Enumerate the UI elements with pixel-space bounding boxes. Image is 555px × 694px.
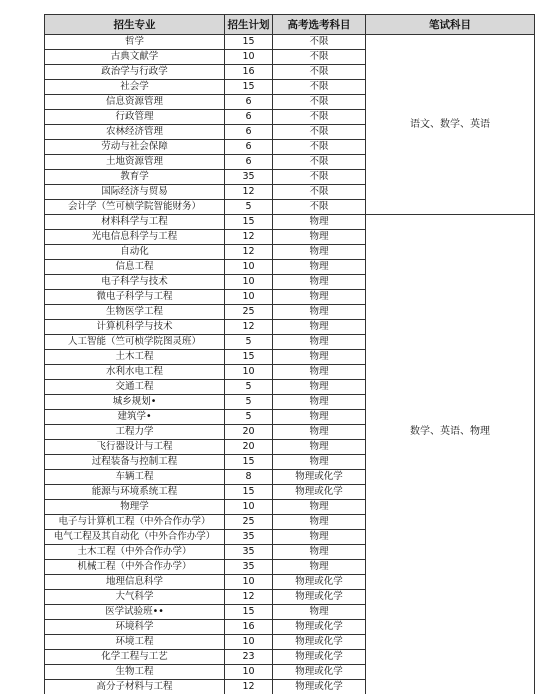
elective-cell: 不限 <box>273 80 366 95</box>
elective-cell: 物理 <box>273 410 366 425</box>
elective-cell: 物理 <box>273 425 366 440</box>
plan-cell: 5 <box>225 200 273 215</box>
elective-cell: 物理 <box>273 560 366 575</box>
major-cell: 电子科学与技术 <box>45 275 225 290</box>
plan-cell: 35 <box>225 170 273 185</box>
major-cell: 土木工程（中外合作办学） <box>45 545 225 560</box>
elective-cell: 物理 <box>273 455 366 470</box>
elective-cell: 物理或化学 <box>273 590 366 605</box>
elective-cell: 物理 <box>273 290 366 305</box>
major-cell: 能源与环境系统工程 <box>45 485 225 500</box>
table-body <box>45 35 535 694</box>
plan-cell: 6 <box>225 155 273 170</box>
plan-cell: 10 <box>225 275 273 290</box>
elective-cell: 物理 <box>273 245 366 260</box>
plan-cell: 15 <box>225 35 273 50</box>
major-cell: 飞行器设计与工程 <box>45 440 225 455</box>
major-cell: 水利水电工程 <box>45 365 225 380</box>
plan-cell: 10 <box>225 665 273 680</box>
plan-cell: 5 <box>225 335 273 350</box>
major-cell: 自动化 <box>45 245 225 260</box>
elective-cell: 物理或化学 <box>273 680 366 694</box>
plan-cell: 16 <box>225 65 273 80</box>
major-cell: 电子与计算机工程（中外合作办学） <box>45 515 225 530</box>
major-cell: 古典文献学 <box>45 50 225 65</box>
major-cell: 建筑学• <box>45 410 225 425</box>
major-cell: 人工智能（竺可桢学院图灵班） <box>45 335 225 350</box>
major-cell: 材料科学与工程 <box>45 215 225 230</box>
elective-cell: 物理或化学 <box>273 635 366 650</box>
major-cell: 大气科学 <box>45 590 225 605</box>
plan-cell: 25 <box>225 515 273 530</box>
major-cell: 社会学 <box>45 80 225 95</box>
plan-cell: 15 <box>225 215 273 230</box>
elective-cell: 物理 <box>273 320 366 335</box>
plan-cell: 20 <box>225 425 273 440</box>
plan-cell: 10 <box>225 290 273 305</box>
table-row <box>45 215 535 230</box>
major-cell: 信息资源管理 <box>45 95 225 110</box>
elective-cell: 不限 <box>273 35 366 50</box>
major-cell: 地理信息科学 <box>45 575 225 590</box>
plan-cell: 5 <box>225 410 273 425</box>
plan-cell: 12 <box>225 245 273 260</box>
plan-cell: 6 <box>225 140 273 155</box>
elective-cell: 物理或化学 <box>273 575 366 590</box>
elective-cell: 物理或化学 <box>273 650 366 665</box>
elective-cell: 物理 <box>273 395 366 410</box>
elective-cell: 不限 <box>273 50 366 65</box>
plan-cell: 35 <box>225 530 273 545</box>
major-cell: 国际经济与贸易 <box>45 185 225 200</box>
major-cell: 工程力学 <box>45 425 225 440</box>
header-major: 招生专业 <box>45 15 225 35</box>
elective-cell: 不限 <box>273 155 366 170</box>
exam-subjects-cell <box>366 650 535 694</box>
plan-cell: 5 <box>225 395 273 410</box>
plan-cell: 15 <box>225 605 273 620</box>
major-cell: 物理学 <box>45 500 225 515</box>
major-cell: 化学工程与工艺 <box>45 650 225 665</box>
exam-subjects-cell: 数学、英语、物理 <box>366 215 535 650</box>
plan-cell: 15 <box>225 455 273 470</box>
major-cell: 生物工程 <box>45 665 225 680</box>
plan-cell: 10 <box>225 635 273 650</box>
plan-cell: 10 <box>225 50 273 65</box>
major-cell: 光电信息科学与工程 <box>45 230 225 245</box>
elective-cell: 物理 <box>273 380 366 395</box>
header-exam: 笔试科目 <box>366 15 535 35</box>
table-row <box>45 650 535 665</box>
plan-cell: 10 <box>225 575 273 590</box>
major-cell: 哲学 <box>45 35 225 50</box>
elective-cell: 物理 <box>273 500 366 515</box>
plan-cell: 25 <box>225 305 273 320</box>
major-cell: 劳动与社会保障 <box>45 140 225 155</box>
elective-cell: 不限 <box>273 170 366 185</box>
major-cell: 城乡规划• <box>45 395 225 410</box>
elective-cell: 不限 <box>273 200 366 215</box>
plan-cell: 12 <box>225 230 273 245</box>
major-cell: 电气工程及其自动化（中外合作办学） <box>45 530 225 545</box>
plan-cell: 35 <box>225 545 273 560</box>
elective-cell: 物理 <box>273 335 366 350</box>
plan-cell: 23 <box>225 650 273 665</box>
major-cell: 会计学（竺可桢学院智能财务） <box>45 200 225 215</box>
plan-cell: 15 <box>225 350 273 365</box>
plan-cell: 10 <box>225 500 273 515</box>
elective-cell: 不限 <box>273 125 366 140</box>
major-cell: 教育学 <box>45 170 225 185</box>
elective-cell: 物理 <box>273 530 366 545</box>
plan-cell: 35 <box>225 560 273 575</box>
elective-cell: 不限 <box>273 140 366 155</box>
major-cell: 医学试验班•• <box>45 605 225 620</box>
elective-cell: 物理或化学 <box>273 620 366 635</box>
major-cell: 微电子科学与工程 <box>45 290 225 305</box>
elective-cell: 物理 <box>273 545 366 560</box>
elective-cell: 物理或化学 <box>273 665 366 680</box>
major-cell: 交通工程 <box>45 380 225 395</box>
elective-cell: 物理 <box>273 275 366 290</box>
major-cell: 高分子材料与工程 <box>45 680 225 694</box>
plan-cell: 6 <box>225 110 273 125</box>
major-cell: 土地资源管理 <box>45 155 225 170</box>
elective-cell: 物理 <box>273 350 366 365</box>
plan-cell: 12 <box>225 590 273 605</box>
major-cell: 政治学与行政学 <box>45 65 225 80</box>
elective-cell: 不限 <box>273 185 366 200</box>
major-cell: 机械工程（中外合作办学） <box>45 560 225 575</box>
exam-subjects-cell: 语文、数学、英语 <box>366 35 535 215</box>
elective-cell: 物理或化学 <box>273 485 366 500</box>
elective-cell: 不限 <box>273 110 366 125</box>
header-plan: 招生计划 <box>225 15 273 35</box>
elective-cell: 物理 <box>273 260 366 275</box>
elective-cell: 物理 <box>273 440 366 455</box>
major-cell: 信息工程 <box>45 260 225 275</box>
plan-cell: 12 <box>225 680 273 694</box>
elective-cell: 物理或化学 <box>273 470 366 485</box>
elective-cell: 不限 <box>273 65 366 80</box>
plan-cell: 6 <box>225 95 273 110</box>
plan-cell: 16 <box>225 620 273 635</box>
header-elective: 高考选考科目 <box>273 15 366 35</box>
plan-cell: 20 <box>225 440 273 455</box>
major-cell: 环境工程 <box>45 635 225 650</box>
major-cell: 土木工程 <box>45 350 225 365</box>
plan-cell: 6 <box>225 125 273 140</box>
elective-cell: 物理 <box>273 230 366 245</box>
table-row <box>45 35 535 50</box>
elective-cell: 物理 <box>273 515 366 530</box>
major-cell: 农林经济管理 <box>45 125 225 140</box>
elective-cell: 不限 <box>273 95 366 110</box>
plan-cell: 15 <box>225 485 273 500</box>
header-row <box>45 15 535 35</box>
elective-cell: 物理 <box>273 215 366 230</box>
admission-table <box>44 14 535 694</box>
plan-cell: 10 <box>225 365 273 380</box>
major-cell: 环境科学 <box>45 620 225 635</box>
elective-cell: 物理 <box>273 605 366 620</box>
major-cell: 计算机科学与技术 <box>45 320 225 335</box>
plan-cell: 8 <box>225 470 273 485</box>
major-cell: 生物医学工程 <box>45 305 225 320</box>
plan-cell: 15 <box>225 80 273 95</box>
major-cell: 车辆工程 <box>45 470 225 485</box>
elective-cell: 物理 <box>273 365 366 380</box>
major-cell: 过程装备与控制工程 <box>45 455 225 470</box>
plan-cell: 5 <box>225 380 273 395</box>
plan-cell: 10 <box>225 260 273 275</box>
elective-cell: 物理 <box>273 305 366 320</box>
plan-cell: 12 <box>225 320 273 335</box>
major-cell: 行政管理 <box>45 110 225 125</box>
plan-cell: 12 <box>225 185 273 200</box>
